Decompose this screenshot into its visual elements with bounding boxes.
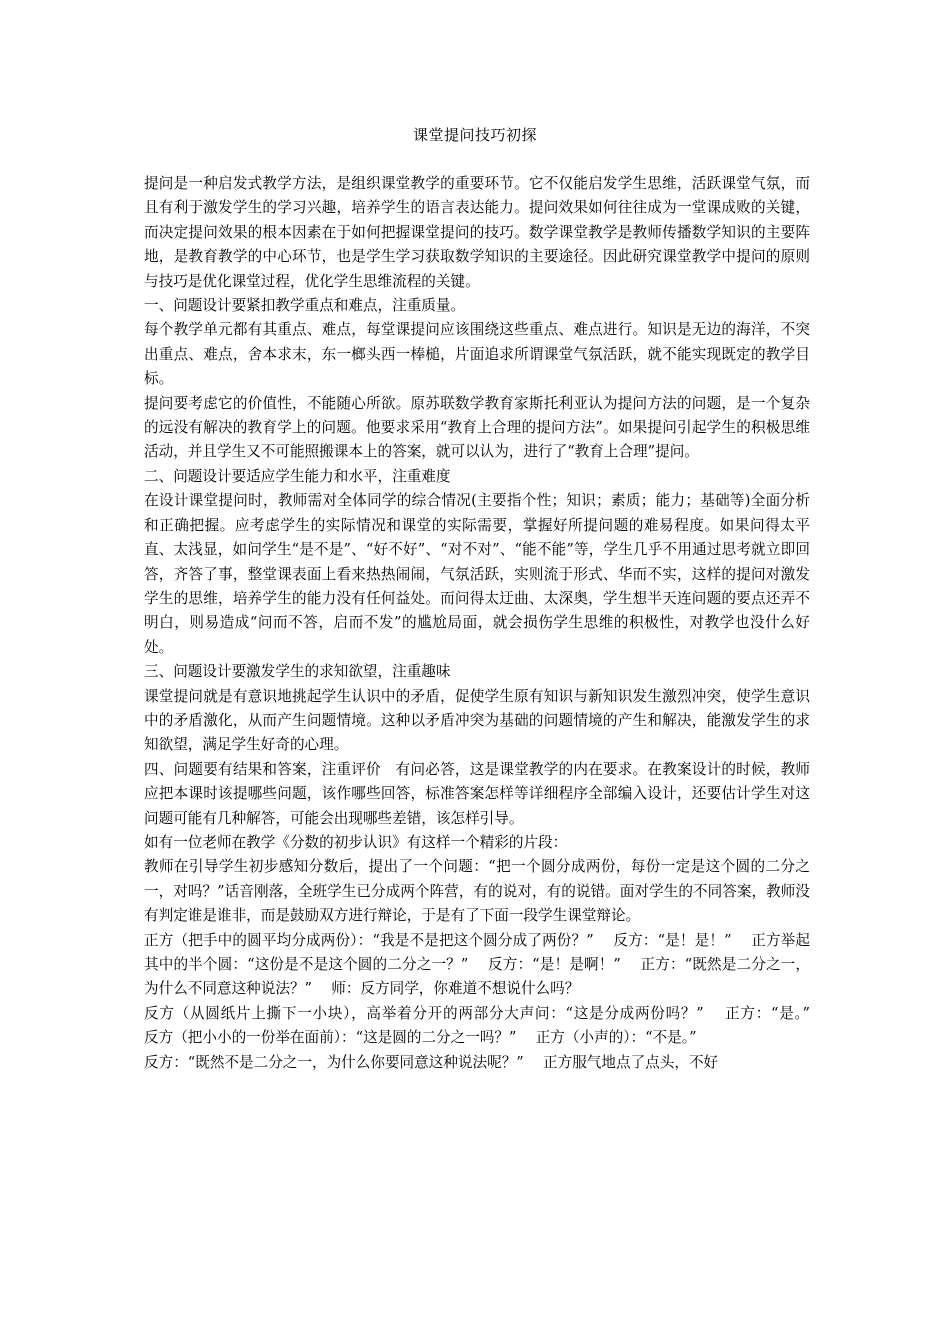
document-body <box>144 172 830 1075</box>
dialogue-paragraph: 反方（从圆纸片上撕下一小块），高举着分开的两部分大声问：“这是分成两份吗？” 正方：“是。” 反方（把小小的一份举在面前）：“这是圆的二分之一吗？” 正方（小声的）：“不是。” <box>144 1004 830 1047</box>
section-heading-3: 三、问题设计要激发学生的求知欲望，注重趣味 <box>144 663 451 681</box>
dialogue-paragraph: 反方：“既然不是二分之一，为什么你要同意这种说法呢？” 正方服气地点了点头，不好 <box>144 1053 719 1071</box>
dialogue-paragraph: 正方（把手中的圆平均分成两份）：“我是不是把这个圆分成了两份？” 反方：“是！是！” 正方举起其中的半个圆：“这份是不是这个圆的二分之一？” 反方：“是！是啊！” 正方：“既然是二分之一，为什么不同意这种说法？” 师：反方同学，你难道不想说什么吗？ <box>144 931 810 998</box>
section-heading-2: 二、问题设计要适应学生能力和水平，注重难度 <box>144 467 451 485</box>
section-heading-4: 四、问题要有结果和答案，注重评价 有问必答，这是课堂教学的内在要求。在教案设计的时候，教师应把本课时该提哪些问题，该作哪些回答，标准答案怎样等详细程序全部编入设计，还要估计学生对这问题可能有几种解答，可能会出现哪些差错，该怎样引导。 <box>144 760 810 827</box>
paragraph: 如有一位老师在教学《分数的初步认识》有这样一个精彩的片段： <box>144 833 568 851</box>
paragraph: 提问要考虑它的价值性，不能随心所欲。原苏联数学教育家斯托利亚认为提问方法的问题，是一个复杂的远没有解决的教育学上的问题。他要求采用“教育上合理的提问方法”。如果提问引起学生的积极思维活动，并且学生又不可能照搬课本上的答案，就可以认为，进行了“教育上合理”提问。 <box>144 394 810 461</box>
document-title: 课堂提问技巧初探 <box>412 126 537 144</box>
paragraph: 每个教学单元都有其重点、难点，每堂课提问应该围绕这些重点、难点进行。知识是无边的海洋，不突出重点、难点，舍本求末，东一榔头西一棒槌，片面追求所谓课堂气氛活跃，就不能实现既定的教学目标。 <box>144 321 810 388</box>
paragraph: 教师在引导学生初步感知分数后，提出了一个问题：“把一个圆分成两份，每份一定是这个圆的二分之一，对吗？”话音刚落，全班学生已分成两个阵营，有的说对，有的说错。面对学生的不同答案，教师没有判定谁是谁非，而是鼓励双方进行辩论，于是有了下面一段学生课堂辩论。 <box>144 858 810 925</box>
paragraph: 在设计课堂提问时，教师需对全体同学的综合情况(主要指个性；知识；素质；能力；基础等)全面分析和正确把握。应考虑学生的实际情况和课堂的实际需要，掌握好所提问题的难易程度。如果问得太平直、太浅显，如问学生“是不是”、“好不好”、“对不对”、“能不能”等，学生几乎不用通过思考就立即回答，齐答了事，整堂课表面上看来热热闹闹，气氛活跃，实则流于形式、华而不实，这样的提问对激发学生的思维，培养学生的能力没有任何益处。而问得太迂曲、太深奥，学生想半天连问题的要点还弄不明白，则易造成“问而不答，启而不发”的尴尬局面，就会损伤学生思维的积极性，对教学也没什么好处。 <box>144 492 810 656</box>
paragraph-intro: 提问是一种启发式教学方法，是组织课堂教学的重要环节。它不仅能启发学生思维，活跃课堂气氛，而且有利于激发学生的学习兴趣，培养学生的语言表达能力。提问效果如何往往成为一堂课成败的关键，而决定提问效果的根本因素在于如何把握课堂提问的技巧。数学课堂教学是教师传播数学知识的主要阵地，是教育教学的中心环节，也是学生学习获取数学知识的主要途径。因此研究课堂教学中提问的原则与技巧是优化课堂过程，优化学生思维流程的关键。 <box>144 175 810 290</box>
paragraph: 课堂提问就是有意识地挑起学生认识中的矛盾，促使学生原有知识与新知识发生激烈冲突，使学生意识中的矛盾激化，从而产生问题情境。这种以矛盾冲突为基础的问题情境的产生和解决，能激发学生的求知欲望，满足学生好奇的心理。 <box>144 687 810 754</box>
section-heading-1: 一、问题设计要紧扣教学重点和难点，注重质量。 <box>144 297 466 315</box>
